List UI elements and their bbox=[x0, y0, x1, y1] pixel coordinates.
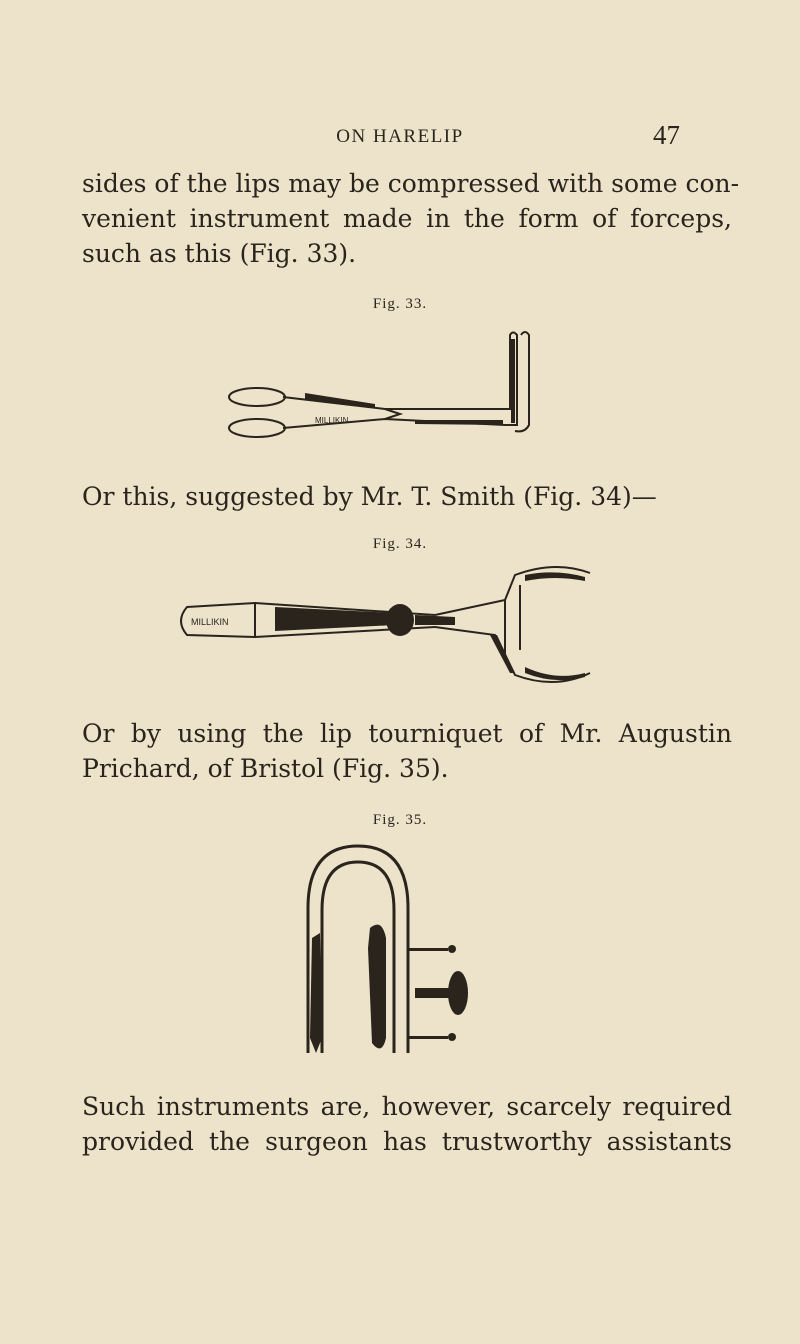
figure-34-clamp bbox=[165, 555, 605, 695]
figure-35-tourniquet bbox=[290, 838, 490, 1068]
running-head: ON HARELIP bbox=[336, 126, 464, 147]
text-line: sides of the lips may be compressed with some con- bbox=[82, 169, 740, 198]
text-line: Prichard, of Bristol (Fig. 35). bbox=[82, 754, 449, 783]
figure-33-caption: Fig. 33. bbox=[372, 296, 428, 312]
text-line: venient instrument made in the form of forceps, bbox=[82, 204, 732, 233]
page-header bbox=[0, 120, 800, 154]
text-line: Or by using the lip tourniquet of Mr. Augustin bbox=[82, 719, 732, 748]
text-line: Or this, suggested by Mr. T. Smith (Fig. 34)— bbox=[82, 482, 657, 511]
text-line: such as this (Fig. 33). bbox=[82, 239, 357, 268]
text-line: provided the surgeon has trustworthy assistants bbox=[82, 1127, 732, 1156]
figure-33-forceps bbox=[225, 325, 545, 455]
paragraph-prichard bbox=[82, 716, 732, 786]
figure-33-maker-mark: MILLIKIN bbox=[315, 416, 349, 425]
text-line: Such instruments are, however, scarcely required bbox=[82, 1092, 732, 1121]
paragraph-conclusion bbox=[82, 1089, 732, 1159]
figure-34-maker-mark: MILLIKIN bbox=[191, 617, 229, 627]
paragraph-smith bbox=[82, 479, 732, 514]
page-number: 47 bbox=[653, 120, 680, 150]
figure-35-caption: Fig. 35. bbox=[372, 812, 428, 828]
figure-34-caption: Fig. 34. bbox=[372, 536, 428, 552]
paragraph-intro bbox=[82, 166, 740, 271]
